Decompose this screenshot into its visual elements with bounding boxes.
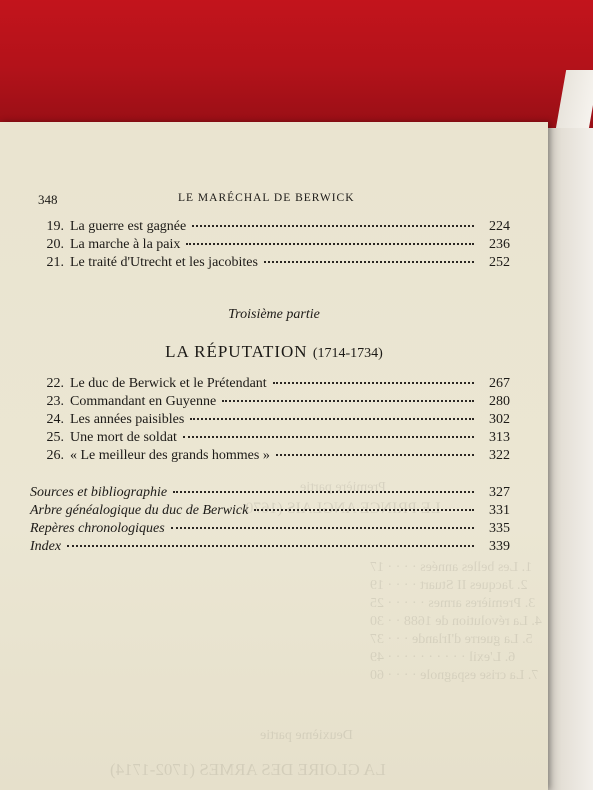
chapter-number: 21. <box>46 255 64 270</box>
dot-leader <box>190 418 474 420</box>
running-head <box>0 192 548 212</box>
toc-entry <box>30 255 510 273</box>
chapter-page: 313 <box>489 430 510 445</box>
chapter-page: 322 <box>489 448 510 463</box>
chapter-number: 26. <box>46 448 64 463</box>
show-through-text: 5. La guerre d'Irlande · · · 37 <box>370 632 533 647</box>
show-through-text: 2. Jacques II Stuart · · · · 19 <box>370 578 528 593</box>
chapter-title: La guerre est gagnée <box>70 219 187 234</box>
appendix-page: 327 <box>489 485 510 500</box>
toc-entry <box>30 448 510 466</box>
chapter-title: Le duc de Berwick et le Prétendant <box>70 376 267 391</box>
toc-entry <box>30 219 510 237</box>
chapter-number: 23. <box>46 394 64 409</box>
toc-entry <box>30 521 510 539</box>
show-through-text: 1. Les belles années · · · · 17 <box>370 560 533 575</box>
show-through-text: 7. La crise espagnole · · · · 60 <box>370 668 539 683</box>
book-title: LE MARÉCHAL DE BERWICK <box>178 192 355 204</box>
chapter-page: 280 <box>489 394 510 409</box>
dot-leader <box>183 436 474 438</box>
toc-entry <box>30 430 510 448</box>
toc-entry <box>30 485 510 503</box>
toc-entry <box>30 503 510 521</box>
part-title-text: LA RÉPUTATION <box>165 342 308 361</box>
part-label: Troisième partie <box>228 307 320 322</box>
chapter-page: 267 <box>489 376 510 391</box>
appendix-page: 331 <box>489 503 510 518</box>
chapter-number: 24. <box>46 412 64 427</box>
appendix-page: 335 <box>489 521 510 536</box>
chapter-page: 252 <box>489 255 510 270</box>
show-through-text: Première partie <box>300 480 386 495</box>
toc-part-three <box>30 376 510 466</box>
part-title <box>0 342 548 362</box>
toc-part-two-end <box>30 219 510 273</box>
appendix-title: Repères chronologiques <box>30 521 165 536</box>
chapter-title: Le traité d'Utrecht et les jacobites <box>70 255 258 270</box>
toc-entry <box>30 237 510 255</box>
dot-leader <box>276 454 474 456</box>
appendix-title: Sources et bibliographie <box>30 485 168 500</box>
toc-entry <box>30 539 510 557</box>
dot-leader <box>67 545 474 547</box>
dot-leader <box>254 509 474 511</box>
page-number: 348 <box>38 192 58 207</box>
dot-leader <box>192 225 474 227</box>
dot-leader <box>186 243 474 245</box>
appendix-page: 339 <box>489 539 510 554</box>
show-through-text: Deuxième partie <box>260 728 353 743</box>
chapter-page: 224 <box>489 219 510 234</box>
chapter-number: 19. <box>46 219 64 234</box>
chapter-title: « Le meilleur des grands hommes » <box>70 448 270 463</box>
toc-entry <box>30 376 510 394</box>
dot-leader <box>171 527 474 529</box>
appendix-title: Index <box>30 539 62 554</box>
dot-leader <box>264 261 474 263</box>
toc-entry <box>30 394 510 412</box>
chapter-number: 22. <box>46 376 64 391</box>
dot-leader <box>273 382 474 384</box>
toc-entry <box>30 412 510 430</box>
dot-leader <box>173 491 474 493</box>
chapter-title: Une mort de soldat <box>70 430 177 445</box>
part-years: (1714-1734) <box>312 346 383 361</box>
show-through-text: LA GLOIRE DES ARMES (1702-1714) <box>110 760 386 779</box>
chapter-title: La marche à la paix <box>70 237 181 252</box>
book-page-edges <box>548 128 593 790</box>
chapter-title: Commandant en Guyenne <box>70 394 217 409</box>
chapter-page: 302 <box>489 412 510 427</box>
dot-leader <box>222 400 474 402</box>
appendix-title: Arbre généalogique du duc de Berwick <box>30 503 249 518</box>
toc-appendices <box>30 485 510 557</box>
chapter-page: 236 <box>489 237 510 252</box>
chapter-number: 25. <box>46 430 64 445</box>
show-through-text: LE PRINCE ANGLAIS (1670- <box>240 500 441 517</box>
show-through-text: 4. La révolution de 1688 · · 30 <box>370 614 542 629</box>
chapter-number: 20. <box>46 237 64 252</box>
chapter-title: Les années paisibles <box>70 412 185 427</box>
show-through-text: 3. Premières armes · · · · · 25 <box>370 596 536 611</box>
show-through-text: 6. L'exil · · · · · · · · · · 49 <box>370 650 516 665</box>
